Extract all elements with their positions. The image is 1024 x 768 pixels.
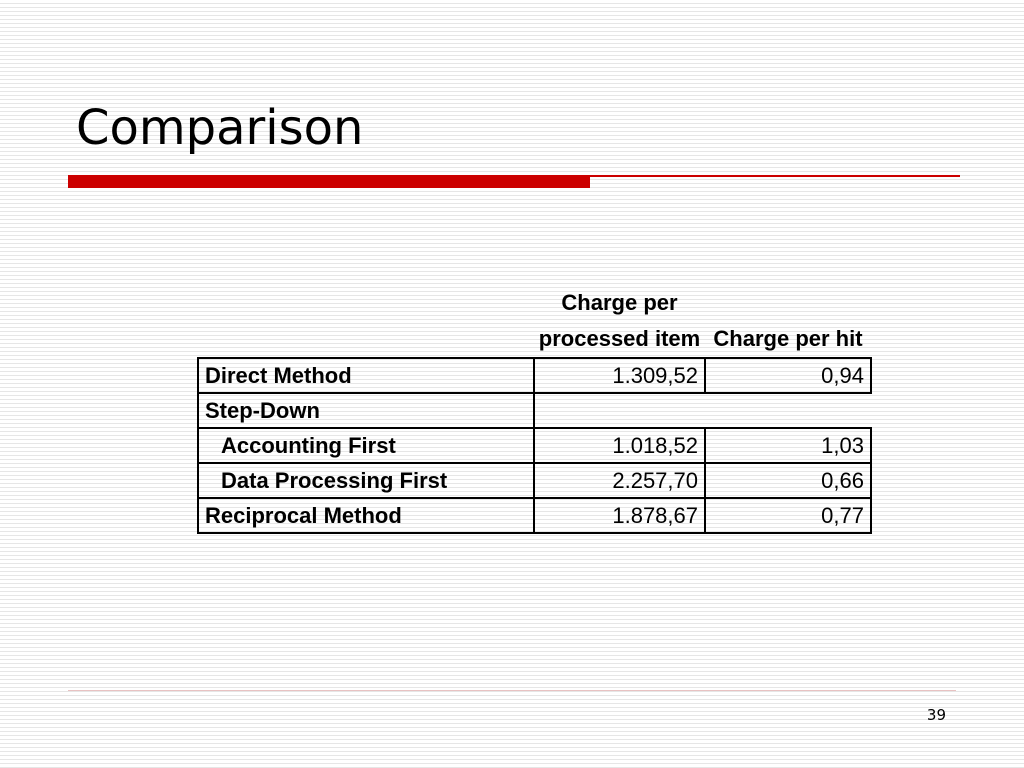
charge-per-processed-item-value: 1.018,52 bbox=[534, 428, 705, 463]
charge-per-processed-item-value: 1.309,52 bbox=[534, 358, 705, 393]
title-underline-bar bbox=[68, 175, 590, 188]
page-number: 39 bbox=[926, 706, 946, 724]
header-charge-per-processed-item: Charge per processed item bbox=[538, 290, 701, 351]
table-row-reciprocal-method bbox=[198, 498, 871, 533]
row-group-label: Step-Down bbox=[198, 393, 534, 428]
table-header bbox=[198, 285, 871, 358]
table-row-step-down bbox=[198, 393, 871, 428]
charge-per-hit-value: 0,77 bbox=[705, 498, 871, 533]
footer-divider bbox=[68, 690, 956, 691]
header-blank-cell bbox=[198, 285, 534, 358]
row-sub-label: Data Processing First bbox=[198, 463, 534, 498]
row-sub-label: Accounting First bbox=[198, 428, 534, 463]
table-body bbox=[198, 358, 871, 533]
charge-per-hit-value: 1,03 bbox=[705, 428, 871, 463]
table-row-direct-method bbox=[198, 358, 871, 393]
comparison-table bbox=[197, 285, 872, 534]
table-row-data-processing-first bbox=[198, 463, 871, 498]
row-label: Reciprocal Method bbox=[198, 498, 534, 533]
charge-per-hit-value: 0,94 bbox=[705, 358, 871, 393]
charge-per-processed-item-value: 2.257,70 bbox=[534, 463, 705, 498]
slide-title: Comparison bbox=[76, 100, 364, 156]
table-header-row bbox=[198, 285, 871, 358]
header-charge-per-hit: Charge per hit bbox=[713, 326, 863, 351]
empty-cell bbox=[705, 393, 871, 428]
row-label: Direct Method bbox=[198, 358, 534, 393]
empty-cell bbox=[534, 393, 705, 428]
table-row-accounting-first bbox=[198, 428, 871, 463]
charge-per-hit-value: 0,66 bbox=[705, 463, 871, 498]
charge-per-processed-item-value: 1.878,67 bbox=[534, 498, 705, 533]
title-underline-rule bbox=[590, 175, 960, 177]
